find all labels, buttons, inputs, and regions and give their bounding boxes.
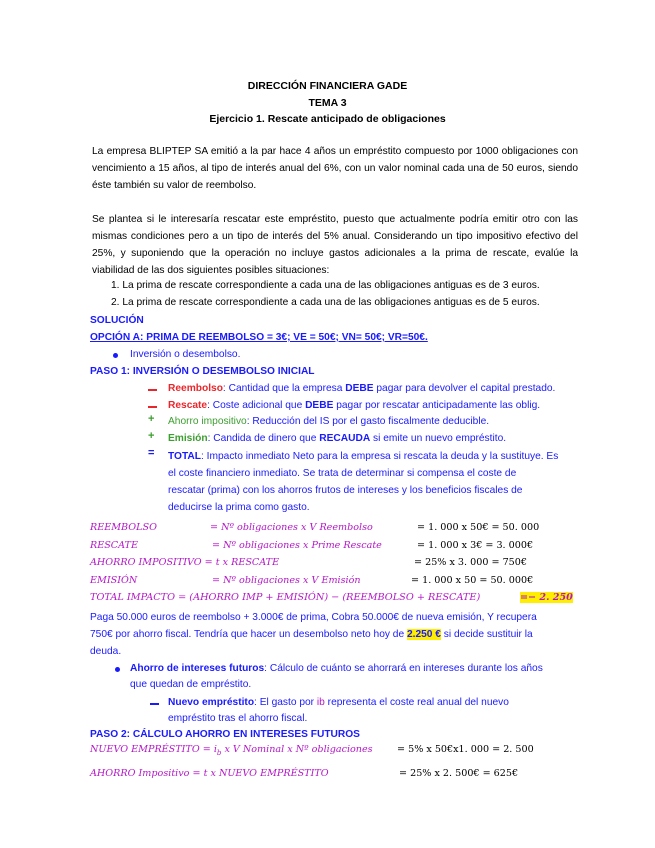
- eq-total-result: =− 2. 250: [520, 592, 573, 603]
- rescate-definition: [168, 398, 540, 414]
- eq-rescate-value: = 1. 000 x 3€ = 3. 000€: [417, 540, 534, 551]
- term-ahorro: Ahorro impositivo: [168, 416, 247, 427]
- topic-title: TEMA 3: [308, 97, 347, 109]
- course-title: DIRECCIÓN FINANCIERA GADE: [247, 80, 408, 92]
- eq-ahorro2-value: = 25% x 2. 500€ = 625€: [399, 768, 519, 779]
- eq-nuevo-value: = 5% x 50€x1. 000 = 2. 500: [397, 744, 534, 755]
- def-text: : Coste adicional que: [207, 400, 306, 411]
- payment-line-3: deuda.: [90, 646, 122, 657]
- emision-definition: [168, 431, 506, 447]
- dash-icon: [150, 703, 159, 705]
- term-emision: Emisión: [168, 433, 208, 444]
- eq-reembolso-value: = 1. 000 x 50€ = 50. 000: [417, 522, 540, 533]
- bullet-investment: Inversión o desembolso.: [130, 349, 241, 360]
- situation-item-1: 1. La prima de rescate correspondiente a cada una de las obligaciones antiguas es de 3 euros.: [111, 280, 540, 291]
- eq-ahorro2-formula: AHORRO Impositivo = t x NUEVO EMPRÉSTITO: [90, 768, 329, 779]
- def-text: : El gasto por: [254, 697, 317, 708]
- def-text: pagar por rescatar anticipadamente las oblig.: [333, 400, 541, 411]
- eq-reembolso-formula: = Nº obligaciones x V Reembolso: [210, 522, 373, 533]
- intro-paragraph-2: Se plantea si le interesaría rescatar este empréstito, puesto que actualmente podría emitir otro con las mismas condiciones pero a un tipo de interés del 5% anual. Considerando un tipo impositivo efectivo del 25%, y suponiendo que la operación no incluye gastos adicionales a la prima de rescate, evalúe la viabilidad de las dos siguientes posibles situaciones:: [92, 214, 578, 276]
- exercise-title: Ejercicio 1. Rescate anticipado de obligaciones: [209, 113, 446, 125]
- total-definition-line4: deducirse la prima como gasto.: [168, 502, 310, 513]
- def-text: : Impacto inmediato Neto para la empresa si rescata la deuda y la sustituye. Es: [201, 451, 559, 462]
- bullet-dot-icon: [115, 667, 120, 672]
- def-ib: ib: [316, 697, 325, 708]
- total-definition-line2: el coste financiero inmediato. Se trata de determinar si compensa el coste de: [168, 468, 517, 479]
- def-emphasis: DEBE: [305, 400, 334, 411]
- def-text: : Cálculo de cuánto se ahorrará en intereses durante los años: [264, 663, 543, 674]
- reembolso-definition: [168, 381, 555, 397]
- total-definition-line3: rescatar (prima) con los ahorros frutos de intereses y los beneficios fiscales de: [168, 485, 523, 496]
- eq-emision-value: = 1. 000 x 50 = 50. 000€: [411, 575, 534, 586]
- def-text: representa el coste real anual del nuevo: [324, 697, 509, 708]
- bullet-savings: [130, 661, 543, 677]
- intro-paragraph-1: La empresa BLIPTEP SA emitió a la par hace 4 años un empréstito compuesto por 1000 obligaciones con vencimiento a 15 años, al tipo de interés anual del 6%, con un valor nominal cada una de 50 euros, siendo éste también su valor de reembolso.: [92, 146, 578, 191]
- eq-nuevo-mid: x V Nominal x Nº obligaciones: [224, 744, 373, 755]
- eq-rescate-formula: = Nº obligaciones x Prime Rescate: [212, 540, 382, 551]
- def-text: : Candida de dinero que: [207, 433, 320, 444]
- eq-ahorro-value: = 25% x 3. 000 = 750€: [414, 557, 527, 568]
- eq-ahorro-formula: AHORRO IMPOSITIVO = t x RESCATE: [90, 557, 280, 568]
- plus-icon: +: [148, 430, 155, 442]
- eq-emision-formula: = Nº obligaciones x V Emisión: [212, 575, 361, 586]
- bullet-dot-icon: [113, 353, 118, 358]
- payment-highlight: 2.250 €: [406, 629, 441, 640]
- eq-nuevo-formula: [90, 744, 373, 757]
- term-nuevo: Nuevo empréstito: [168, 697, 255, 708]
- def-emphasis: DEBE: [345, 383, 374, 394]
- payment-line-2: [90, 627, 533, 643]
- dash-icon: [148, 389, 157, 391]
- option-a-heading: OPCIÓN A: PRIMA DE REEMBOLSO = 3€; VE = 50€; VN= 50€; VR=50€.: [90, 332, 428, 343]
- term-reembolso: Reembolso: [168, 383, 223, 394]
- step2-heading: PASO 2: CÁLCULO AHORRO EN INTERESES FUTUROS: [90, 729, 360, 740]
- bullet-savings-line2: que quedan de empréstito.: [130, 679, 252, 690]
- eq-total-formula: TOTAL IMPACTO = (AHORRO IMP + EMISIÓN) − (REEMBOLSO + RESCATE): [90, 592, 481, 603]
- term-savings: Ahorro de intereses futuros: [130, 663, 265, 674]
- eq-nuevo-left: NUEVO EMPRÉSTITO = i: [90, 744, 217, 755]
- term-total: TOTAL: [168, 451, 202, 462]
- term-rescate: Rescate: [168, 400, 208, 411]
- total-definition: [168, 449, 558, 465]
- payment-line-1: Paga 50.000 euros de reembolso + 3.000€ de prima, Cobra 50.000€ de nueva emisión, Y recupera: [90, 612, 537, 623]
- def-text: si emite un nuevo empréstito.: [370, 433, 507, 444]
- eq-emision-label: EMISIÓN: [90, 575, 138, 586]
- plus-icon: +: [148, 413, 155, 425]
- eq-rescate-label: RESCATE: [90, 540, 138, 551]
- payment-text: 750€ por ahorro fiscal. Tendría que hacer un desembolso neto hoy de: [90, 629, 407, 640]
- solution-heading: SOLUCIÓN: [90, 315, 144, 326]
- payment-text: si decide sustituir la: [440, 629, 533, 640]
- equals-icon: =: [148, 447, 155, 459]
- def-text: : Cantidad que la empresa: [222, 383, 346, 394]
- eq-reembolso-label: REEMBOLSO: [90, 522, 157, 533]
- ahorro-definition: [168, 414, 489, 430]
- dash-icon: [148, 406, 157, 408]
- nuevo-definition-line2: empréstito tras el ahorro fiscal.: [168, 713, 308, 724]
- eq-nuevo-sub: b: [216, 748, 222, 757]
- def-text: pagar para devolver el capital prestado.: [373, 383, 556, 394]
- def-emphasis: RECAUDA: [319, 433, 371, 444]
- def-text: : Reducción del IS por el gasto fiscalmente deducible.: [246, 416, 490, 427]
- step1-heading: PASO 1: INVERSIÓN O DESEMBOLSO INICIAL: [90, 366, 315, 377]
- situation-item-2: 2. La prima de rescate correspondiente a cada una de las obligaciones antiguas es de 5 euros.: [111, 297, 540, 308]
- nuevo-definition: [168, 695, 509, 711]
